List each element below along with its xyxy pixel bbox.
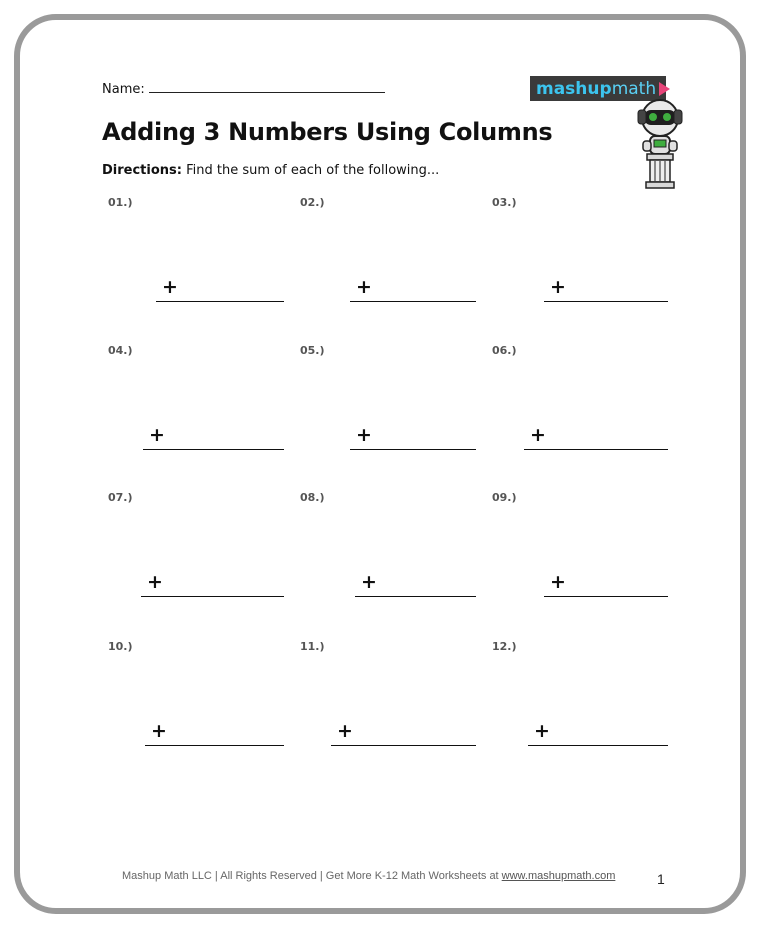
plus-sign: + bbox=[149, 424, 165, 446]
logo-text-light: math bbox=[611, 78, 657, 99]
sum-line bbox=[156, 301, 284, 302]
plus-sign: + bbox=[162, 276, 178, 298]
plus-sign: + bbox=[337, 720, 353, 742]
play-icon bbox=[659, 82, 670, 96]
sum-line bbox=[355, 596, 476, 597]
problem-number: 12.) bbox=[492, 640, 517, 653]
sum-line bbox=[350, 301, 476, 302]
plus-sign: + bbox=[534, 720, 550, 742]
plus-sign: + bbox=[550, 571, 566, 593]
problem-number: 08.) bbox=[300, 491, 325, 504]
problem-number: 05.) bbox=[300, 344, 325, 357]
problem-number: 06.) bbox=[492, 344, 517, 357]
plus-sign: + bbox=[361, 571, 377, 593]
footer-link[interactable]: www.mashupmath.com bbox=[501, 870, 616, 882]
name-field bbox=[102, 82, 385, 97]
problem-number: 03.) bbox=[492, 196, 517, 209]
page-number: 1 bbox=[657, 871, 665, 887]
footer-text: Mashup Math LLC | All Rights Reserved | Get More K-12 Math Worksheets at bbox=[122, 870, 502, 882]
problem-number: 01.) bbox=[108, 196, 133, 209]
problem-number: 04.) bbox=[108, 344, 133, 357]
sum-line bbox=[544, 596, 668, 597]
plus-sign: + bbox=[147, 571, 163, 593]
sum-line bbox=[528, 745, 668, 746]
plus-sign: + bbox=[530, 424, 546, 446]
problem-number: 02.) bbox=[300, 196, 325, 209]
problem-number: 07.) bbox=[108, 491, 133, 504]
name-blank-line bbox=[149, 82, 385, 93]
plus-sign: + bbox=[151, 720, 167, 742]
problem-number: 10.) bbox=[108, 640, 133, 653]
plus-sign: + bbox=[356, 424, 372, 446]
robot-mascot-icon bbox=[634, 96, 690, 192]
problem-number: 09.) bbox=[492, 491, 517, 504]
sum-line bbox=[145, 745, 284, 746]
plus-sign: + bbox=[356, 276, 372, 298]
directions-label: Directions: bbox=[102, 163, 182, 178]
sum-line bbox=[143, 449, 284, 450]
sum-line bbox=[350, 449, 476, 450]
worksheet-title: Adding 3 Numbers Using Columns bbox=[102, 118, 553, 146]
sum-line bbox=[524, 449, 668, 450]
logo-text-bold: mashup bbox=[536, 78, 612, 99]
directions-text: Find the sum of each of the following... bbox=[181, 163, 440, 178]
sum-line bbox=[544, 301, 668, 302]
footer bbox=[122, 870, 615, 882]
plus-sign: + bbox=[550, 276, 566, 298]
problem-number: 11.) bbox=[300, 640, 325, 653]
directions bbox=[102, 163, 439, 178]
sum-line bbox=[331, 745, 476, 746]
name-label: Name: bbox=[102, 82, 145, 97]
sum-line bbox=[141, 596, 284, 597]
